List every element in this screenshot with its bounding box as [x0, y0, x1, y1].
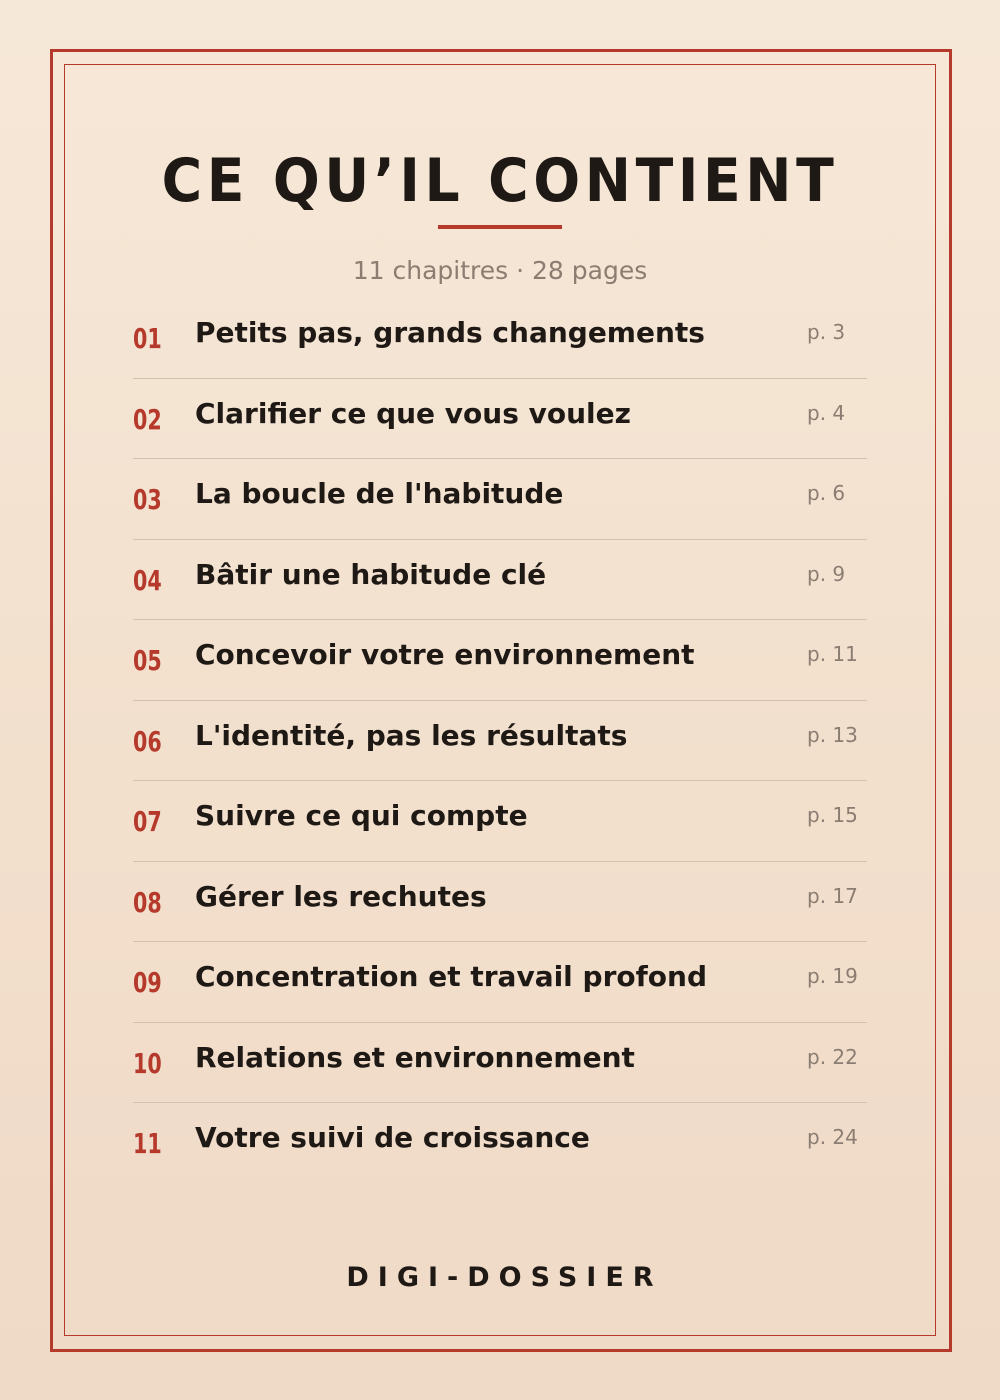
- chapter-title: Gérer les rechutes: [195, 879, 487, 913]
- chapter-title: Concevoir votre environnement: [195, 638, 695, 671]
- chapter-page: p. 11: [807, 642, 858, 666]
- chapter-page: p. 17: [807, 883, 858, 908]
- toc-item[interactable]: [133, 620, 867, 701]
- chapter-number: 06: [133, 724, 162, 758]
- chapter-title: Suivre ce qui compte: [195, 799, 528, 832]
- brand-name: DIGI-DOSSIER: [346, 1262, 663, 1293]
- chapter-page: p. 22: [807, 1044, 858, 1069]
- chapter-title: Votre suivi de croissance: [195, 1121, 590, 1154]
- chapter-title: Petits pas, grands changements: [195, 316, 705, 349]
- toc-item[interactable]: [133, 781, 867, 862]
- chapter-number: 09: [133, 966, 162, 999]
- toc-item[interactable]: [133, 459, 867, 540]
- table-of-contents: [133, 298, 867, 1184]
- chapter-page: p. 13: [807, 722, 858, 747]
- chapter-page: p. 3: [807, 320, 846, 344]
- chapter-title: Bâtir une habitude clé: [195, 557, 547, 591]
- chapter-number: 08: [133, 885, 162, 919]
- chapter-title: La boucle de l'habitude: [195, 477, 564, 510]
- toc-item[interactable]: [133, 1103, 867, 1184]
- toc-item[interactable]: [133, 701, 867, 782]
- toc-item[interactable]: [133, 1023, 867, 1104]
- chapter-page: p. 6: [807, 481, 846, 505]
- chapter-page: p. 4: [807, 400, 846, 425]
- page-title: CE QU’IL CONTIENT: [161, 146, 839, 216]
- chapter-page: p. 19: [807, 964, 858, 988]
- toc-item[interactable]: [133, 942, 867, 1023]
- chapter-number: 10: [133, 1046, 162, 1080]
- chapter-title: Relations et environnement: [195, 1040, 635, 1074]
- chapter-page: p. 24: [807, 1125, 858, 1149]
- chapter-page: p. 9: [807, 561, 846, 586]
- chapter-number: 07: [133, 805, 162, 838]
- chapter-number: 02: [133, 402, 162, 436]
- chapter-number: 04: [133, 563, 162, 597]
- title-underline-accent: [438, 225, 562, 229]
- toc-item[interactable]: [133, 540, 867, 621]
- page-subtitle: 11 chapitres · 28 pages: [352, 256, 648, 285]
- chapter-title: L'identité, pas les résultats: [195, 718, 628, 752]
- toc-item[interactable]: [133, 379, 867, 460]
- toc-item[interactable]: [133, 862, 867, 943]
- chapter-number: 01: [133, 322, 162, 355]
- chapter-title: Concentration et travail profond: [195, 960, 708, 993]
- chapter-page: p. 15: [807, 803, 858, 827]
- chapter-number: 11: [133, 1127, 162, 1160]
- chapter-title: Clarifier ce que vous voulez: [195, 396, 631, 430]
- chapter-number: 03: [133, 483, 162, 516]
- chapter-number: 05: [133, 644, 162, 677]
- toc-item[interactable]: [133, 298, 867, 379]
